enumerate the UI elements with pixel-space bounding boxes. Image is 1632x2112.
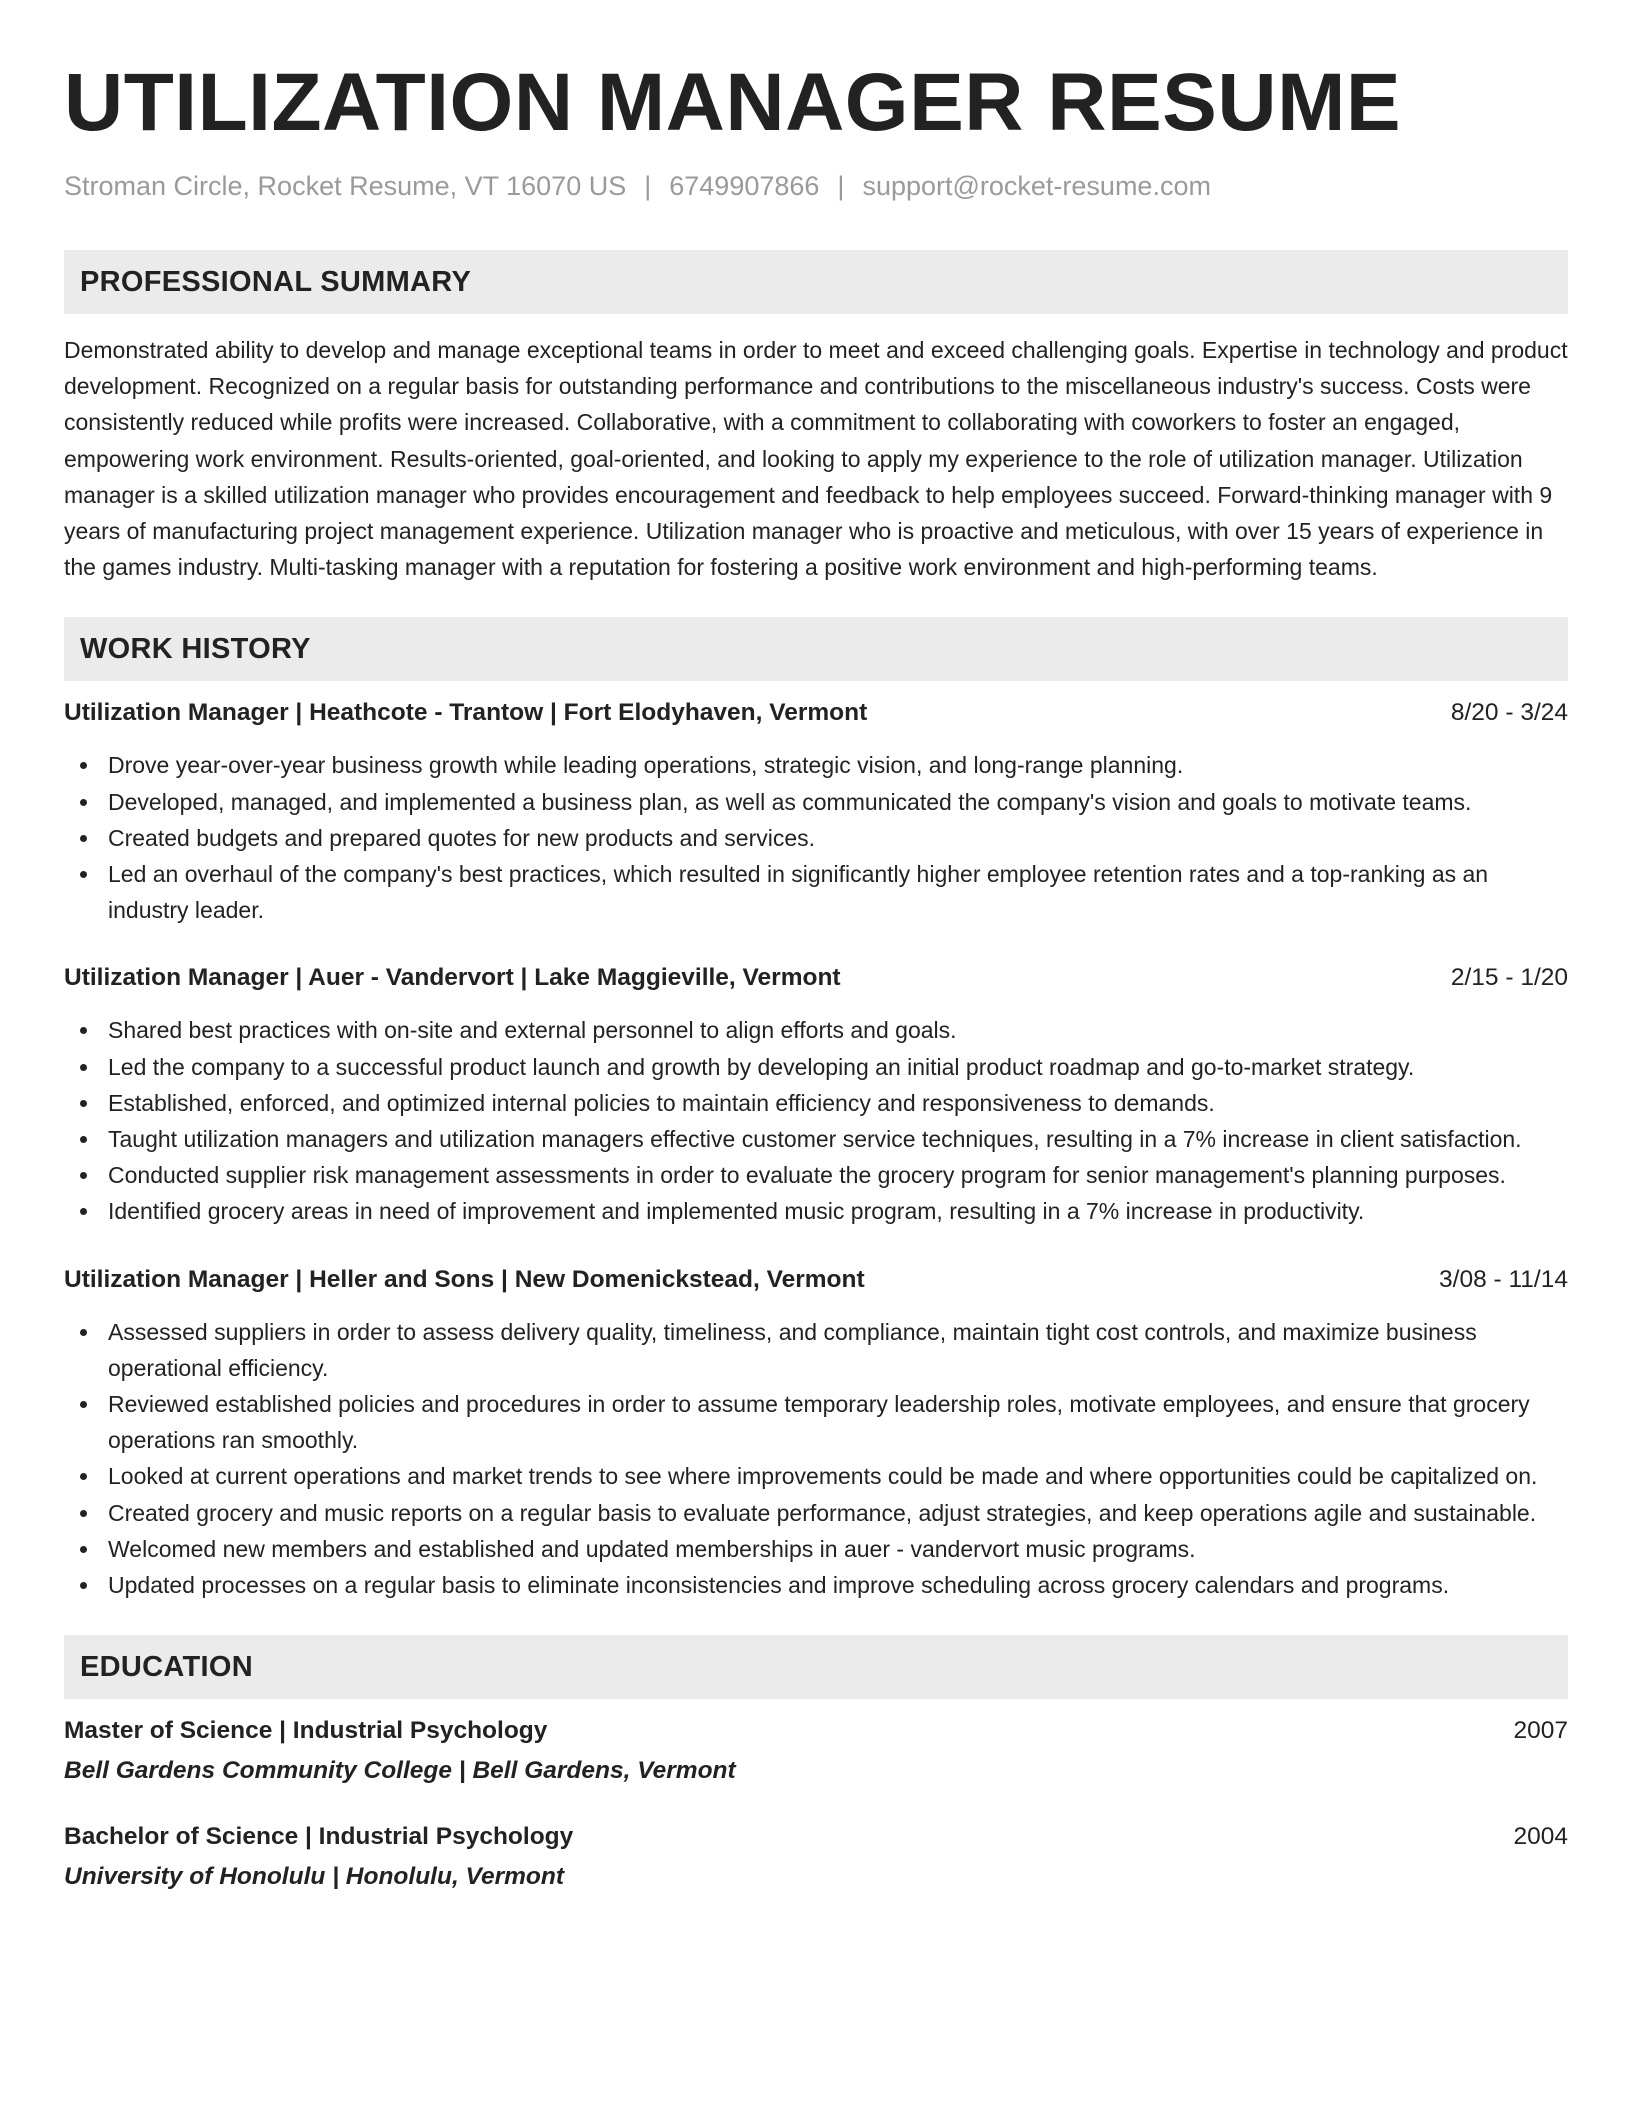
- education-school: Bell Gardens Community College | Bell Gardens, Vermont: [64, 1757, 736, 1785]
- education-school: University of Honolulu | Honolulu, Vermont: [64, 1863, 565, 1891]
- resume-page: [64, 48, 1568, 1895]
- job-bullet: Drove year-over-year business growth while leading operations, strategic vision, and long-range planning.: [64, 747, 1568, 783]
- job-bullet: Established, enforced, and optimized internal policies to maintain efficiency and responsiveness to demands.: [64, 1085, 1568, 1121]
- job-title: Utilization Manager | Heathcote - Trantow | Fort Elodyhaven, Vermont: [64, 699, 868, 727]
- education-header: [64, 1713, 1568, 1749]
- job-bullet: Conducted supplier risk management assessments in order to evaluate the grocery program for senior management's planning purposes.: [64, 1157, 1568, 1193]
- job-bullet: Developed, managed, and implemented a business plan, as well as communicated the company's vision and goals to motivate teams.: [64, 784, 1568, 820]
- job-bullet-list: [64, 1314, 1568, 1604]
- job-bullet: Created budgets and prepared quotes for new products and services.: [64, 820, 1568, 856]
- job-dates: 8/20 - 3/24: [1450, 699, 1568, 727]
- education-year: 2007: [1513, 1717, 1568, 1745]
- contact-separator: |: [644, 171, 652, 201]
- education-header: [64, 1819, 1568, 1855]
- summary-text: Demonstrated ability to develop and manage exceptional teams in order to meet and exceed challenging goals. Expertise in technology and product development. Recognized on a regular basis for outstanding performance and contributions to the miscellaneous industry's success. Costs were consistently reduced while profits were increased. Collaborative, with a commitment to collaborating with coworkers to foster an engaged, empowering work environment. Results-oriented, goal-oriented, and looking to apply my experience to the role of utilization manager. Utilization manager is a skilled utilization manager who provides encouragement and feedback to help employees succeed. Forward-thinking manager with 9 years of manufacturing project management experience. Utilization manager who is proactive and meticulous, with over 15 years of experience in the games industry. Multi-tasking manager with a reputation for fostering a positive work environment and high-performing teams.: [64, 337, 1568, 581]
- job-dates: 3/08 - 11/14: [1439, 1265, 1568, 1293]
- job-bullet: Shared best practices with on-site and external personnel to align efforts and goals.: [64, 1012, 1568, 1048]
- job-bullet: Identified grocery areas in need of improvement and implemented music program, resulting in a 7% increase in productivity.: [64, 1193, 1568, 1229]
- contact-line: [64, 168, 1568, 204]
- section-heading-education: EDUCATION: [64, 1635, 1568, 1699]
- job-bullet: Led the company to a successful product launch and growth by developing an initial product roadmap and go-to-market strategy.: [64, 1049, 1568, 1085]
- education-entry: [64, 1819, 1568, 1895]
- job-header: [64, 695, 1568, 731]
- job-bullet: Taught utilization managers and utilization managers effective customer service techniques, resulting in a 7% increase in client satisfaction.: [64, 1121, 1568, 1157]
- contact-address: Stroman Circle, Rocket Resume, VT 16070 US: [64, 171, 627, 201]
- job-bullet: Assessed suppliers in order to assess delivery quality, timeliness, and compliance, maintain tight cost controls, and maximize business operational efficiency.: [64, 1314, 1568, 1386]
- education-degree: Master of Science | Industrial Psychology: [64, 1717, 548, 1745]
- job-bullet: Looked at current operations and market trends to see where improvements could be made and where opportunities could be capitalized on.: [64, 1458, 1568, 1494]
- job-bullet: Created grocery and music reports on a regular basis to evaluate performance, adjust strategies, and keep operations agile and sustainable.: [64, 1495, 1568, 1531]
- contact-phone: 6749907866: [669, 171, 820, 201]
- job-bullet: Led an overhaul of the company's best practices, which resulted in significantly higher employee retention rates and a top-ranking as an industry leader.: [64, 856, 1568, 928]
- education-year: 2004: [1513, 1823, 1568, 1851]
- job-bullet: Updated processes on a regular basis to eliminate inconsistencies and improve scheduling across grocery calendars and programs.: [64, 1567, 1568, 1603]
- job-bullet: Reviewed established policies and procedures in order to assume temporary leadership roles, motivate employees, and ensure that grocery operations ran smoothly.: [64, 1386, 1568, 1458]
- job-header: [64, 960, 1568, 996]
- job-bullet: Welcomed new members and established and updated memberships in auer - vandervort music programs.: [64, 1531, 1568, 1567]
- job-dates: 2/15 - 1/20: [1450, 964, 1568, 992]
- education-entry: [64, 1713, 1568, 1789]
- job-entry: [64, 960, 1568, 1229]
- contact-separator: |: [837, 171, 845, 201]
- job-bullet-list: [64, 1012, 1568, 1229]
- job-entry: [64, 1262, 1568, 1604]
- job-entry: [64, 695, 1568, 928]
- education-degree: Bachelor of Science | Industrial Psychology: [64, 1823, 574, 1851]
- resume-title: UTILIZATION MANAGER RESUME: [64, 57, 1402, 148]
- job-header: [64, 1262, 1568, 1298]
- section-heading-summary: PROFESSIONAL SUMMARY: [64, 250, 1568, 314]
- job-bullet-list: [64, 747, 1568, 928]
- job-title: Utilization Manager | Heller and Sons | New Domenickstead, Vermont: [64, 1265, 865, 1293]
- section-heading-work-history: WORK HISTORY: [64, 617, 1568, 681]
- job-title: Utilization Manager | Auer - Vandervort | Lake Maggieville, Vermont: [64, 964, 841, 992]
- contact-email: support@rocket-resume.com: [862, 171, 1211, 201]
